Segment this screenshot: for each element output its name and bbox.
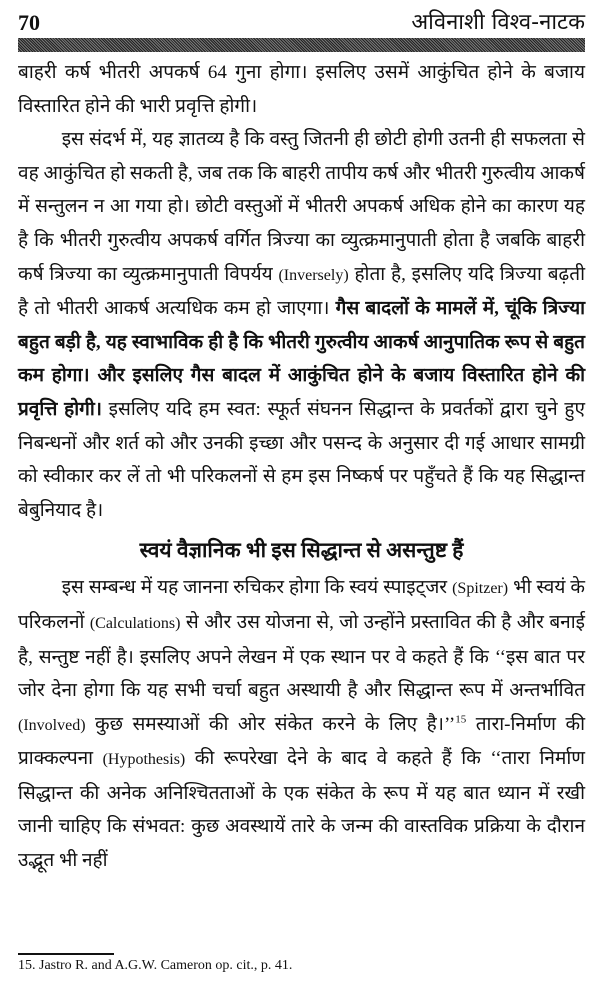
running-title: अविनाशी विश्व-नाटक bbox=[411, 10, 585, 35]
section-heading: स्वयं वैज्ञानिक भी इस सिद्धान्त से असन्तुष्ट हैं bbox=[139, 538, 464, 563]
paragraph-2-bold: गैस बादलों के मामलें में, चूंकि त्रिज्या बहुत बड़ी है, यह स्वाभाविक ही है कि भीतरी गुरुत्वीय आकर्ष आनुपातिक रूप से बहुत कम होगा। और इसलिए गैस बादल में आकुंचित होने के बजाय विस्तारित होने की प्रवृत्ति होगी। bbox=[18, 298, 586, 420]
paragraph-1: बाहरी कर्ष भीतरी अपकर्ष 64 गुना होगा। इसलिए उसमें आकुंचित होने के बजाय विस्तारित होने की भारी प्रवृत्ति होगी। bbox=[18, 62, 585, 117]
paragraph-3-text: कुछ समस्याओं की ओर संकेत करने के लिए है।’’ bbox=[85, 713, 456, 735]
term-hypothesis: (Hypothesis) bbox=[102, 751, 186, 769]
running-header bbox=[18, 6, 585, 36]
paragraph-3-text: की रूपरेखा देने के बाद वे कहते हैं कि ‘‘तारा निर्माण सिद्धान्त की अनेक अनिश्चितताओं के एक संकेत के रूप में यह बात ध्यान में रखी जानी चाहिए कि संभवत: कुछ अवस्थायें तारे के जन्म की वास्तविक प्रक्रिया के दौरान उद्भूत भी नहीं bbox=[18, 748, 585, 872]
paragraph-2-text-b: होता है, इसलिए यदि त्रिज्या बढ़ती है तो भीतरी आकर्ष अत्यधिक कम हो जाएगा। bbox=[18, 263, 585, 320]
paragraph-3 bbox=[18, 571, 585, 877]
paragraph-2-text-a: इस संदर्भ में, यह ज्ञातव्य है कि वस्तु जितनी ही छोटी होगी उतनी ही सफलता से वह आकुंचित हो सकती है, जब तक कि बाहरी तापीय कर्ष और भीतरी गुरुत्वीय आकर्ष में सन्तुलन न आ गया हो। छोटी वस्तुओं में भीतरी अपकर्ष अधिक होने का कारण यह है कि भीतरी गुरुत्वीय अपकर्ष वर्गित त्रिज्या का व्युत्क्रमानुपाती होता है जबकि बाहरी कर्ष त्रिज्या का व्युत्क्रमानुपाती विपर्यय bbox=[18, 129, 585, 285]
term-spitzer: (Spitzer) bbox=[452, 580, 509, 598]
paragraph-3-text: भी स्वयं के परिकलनों bbox=[18, 577, 585, 633]
page-body bbox=[18, 56, 585, 878]
term-calculations: (Calculations) bbox=[89, 614, 181, 632]
term-inversely: (Inversely) bbox=[278, 266, 349, 284]
footnote-rule bbox=[18, 953, 114, 955]
page-number: 70 bbox=[18, 10, 40, 35]
paragraph-2-text-c: इसलिए यदि हम स्वत: स्फूर्त संघनन सिद्धान्त के प्रवर्तकों द्वारा चुने हुए निबन्धनों और शर्त को और उनकी इच्छा और पसन्द के अनुसार दी गई आधार सामग्री को स्वीकार कर लें तो भी परिकलनों से हम इस निष्कर्ष पर पहुँचते हैं कि यह सिद्धान्त बेबुनियाद है। bbox=[18, 398, 585, 521]
paragraph-3-text: इस सम्बन्ध में यह जानना रुचिकर होगा कि स्वयं स्पाइट्जर bbox=[61, 577, 453, 599]
header-rule bbox=[18, 38, 585, 52]
paragraph-2 bbox=[18, 123, 585, 527]
paragraph-3-text: से और उस योजना से, जो उन्होंने प्रस्तावित की है और बनाई है, सन्तुष्ट नहीं है। इसलिए अपने लेखन में एक स्थान पर वे कहते हैं कि ‘‘इस बात पर जोर देना होगा कि यह सभी चर्चा बहुत अस्थायी है और सिद्धान्त रूप में अन्तर्भावित bbox=[18, 611, 585, 702]
paragraph-3-text: तारा-निर्माण की प्राक्कल्पना bbox=[18, 713, 585, 770]
footnote: 15. Jastro R. and A.G.W. Cameron op. cit., p. 41. bbox=[18, 958, 293, 973]
footnote-reference[interactable]: 15 bbox=[455, 713, 467, 726]
term-involved: (Involved) bbox=[18, 716, 86, 734]
